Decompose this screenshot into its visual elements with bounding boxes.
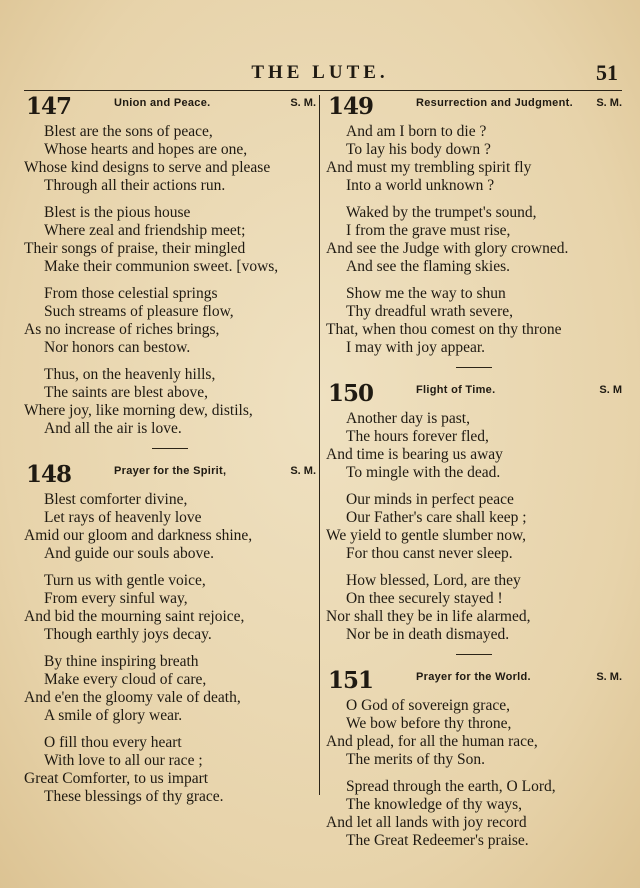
hymn-header xyxy=(326,667,622,697)
verse-line: Amid our gloom and darkness shine, xyxy=(24,527,253,544)
verse-line: O God of sovereign grace, xyxy=(346,697,510,714)
verse-line: That, when thou comest on thy throne xyxy=(326,321,562,338)
stanza xyxy=(24,572,316,644)
hymn-title: Flight of Time. xyxy=(416,384,496,396)
verse-line: To mingle with the dead. xyxy=(346,464,501,481)
verse-line: I may with joy appear. xyxy=(346,339,486,356)
stanza xyxy=(326,491,622,563)
verse-line: Turn us with gentle voice, xyxy=(44,572,206,589)
stanza xyxy=(326,204,622,276)
verse-line: And let all lands with joy record xyxy=(326,814,527,831)
verse-line: And time is bearing us away xyxy=(326,446,503,463)
verse-line: Our minds in perfect peace xyxy=(346,491,514,508)
hymn-separator xyxy=(456,654,492,655)
verse-line: Another day is past, xyxy=(346,410,470,427)
verse-line: Waked by the trumpet's sound, xyxy=(346,204,537,221)
stanza xyxy=(326,285,622,357)
verse-line: And am I born to die ? xyxy=(346,123,487,140)
verse-line: And must my trembling spirit fly xyxy=(326,159,532,176)
hymn-150 xyxy=(326,380,622,644)
stanza xyxy=(24,653,316,725)
verse-line: On thee securely stayed ! xyxy=(346,590,503,607)
verse-line: Our Father's care shall keep ; xyxy=(346,509,527,526)
stanza xyxy=(326,572,622,644)
hymn-149 xyxy=(326,93,622,357)
verse-line: And all the air is love. xyxy=(44,420,182,437)
verse-line: We yield to gentle slumber now, xyxy=(326,527,527,544)
hymn-separator xyxy=(456,367,492,368)
hymn-header xyxy=(24,461,316,491)
verse-line: And e'en the gloomy vale of death, xyxy=(24,689,241,706)
verse-line: How blessed, Lord, are they xyxy=(346,572,521,589)
verse-line: The merits of thy Son. xyxy=(346,751,486,768)
verse-line: And guide our souls above. xyxy=(44,545,215,562)
verse-line: Whose hearts and hopes are one, xyxy=(44,141,248,158)
stanza xyxy=(326,123,622,195)
verse-line: The hours forever fled, xyxy=(346,428,489,445)
hymn-title: Prayer for the Spirit, xyxy=(114,465,227,477)
verse-line: By thine inspiring breath xyxy=(44,653,199,670)
hymn-meter: S. M. xyxy=(596,97,622,109)
verse-line: Nor shall they be in life alarmed, xyxy=(326,608,531,625)
hymn-number: 148 xyxy=(26,461,72,488)
verse-line: Such streams of pleasure flow, xyxy=(44,303,234,320)
verse-line: Show me the way to shun xyxy=(346,285,506,302)
verse-line: Into a world unknown ? xyxy=(346,177,495,194)
running-title: THE LUTE. xyxy=(251,62,389,83)
left-column xyxy=(24,93,316,816)
hymn-meter: S. M. xyxy=(290,465,316,477)
verse-line: Through all their actions run. xyxy=(44,177,226,194)
verse-line: Blest comforter divine, xyxy=(44,491,188,508)
stanza xyxy=(326,697,622,769)
hymn-meter: S. M. xyxy=(596,671,622,683)
hymn-148 xyxy=(24,461,316,806)
verse-line: Make their communion sweet. [vows, xyxy=(44,258,279,275)
verse-line: From every sinful way, xyxy=(44,590,188,607)
verse-line: Whose kind designs to serve and please xyxy=(24,159,271,176)
verse-line: Though earthly joys decay. xyxy=(44,626,212,643)
hymn-title: Resurrection and Judgment. xyxy=(416,97,573,109)
verse-line: Nor be in death dismayed. xyxy=(346,626,510,643)
verse-line: Their songs of praise, their mingled xyxy=(24,240,246,257)
verse-line: And see the flaming skies. xyxy=(346,258,511,275)
verse-line: Nor honors can bestow. xyxy=(44,339,191,356)
verse-line: The saints are blest above, xyxy=(44,384,208,401)
column-divider xyxy=(319,95,320,795)
hymn-header xyxy=(326,93,622,123)
verse-line: I from the grave must rise, xyxy=(346,222,511,239)
stanza xyxy=(326,410,622,482)
verse-line: The knowledge of thy ways, xyxy=(346,796,523,813)
stanza xyxy=(24,123,316,195)
hymn-number: 151 xyxy=(328,667,374,694)
hymn-147 xyxy=(24,93,316,438)
hymn-title: Union and Peace. xyxy=(114,97,211,109)
verse-line: And plead, for all the human race, xyxy=(326,733,538,750)
right-column xyxy=(326,93,622,860)
hymn-header xyxy=(24,93,316,123)
verse-line: Thus, on the heavenly hills, xyxy=(44,366,216,383)
verse-line: These blessings of thy grace. xyxy=(44,788,224,805)
verse-line: Where zeal and friendship meet; xyxy=(44,222,246,239)
verse-line: To lay his body down ? xyxy=(346,141,491,158)
stanza xyxy=(24,285,316,357)
verse-line: Let rays of heavenly love xyxy=(44,509,202,526)
hymn-separator xyxy=(152,448,188,449)
verse-line: From those celestial springs xyxy=(44,285,218,302)
stanza xyxy=(24,734,316,806)
verse-line: As no increase of riches brings, xyxy=(24,321,220,338)
stanza xyxy=(24,366,316,438)
stanza xyxy=(24,491,316,563)
hymn-meter: S. M xyxy=(599,384,622,396)
verse-line: And see the Judge with glory crowned. xyxy=(326,240,569,257)
verse-line: Where joy, like morning dew, distils, xyxy=(24,402,253,419)
verse-line: The Great Redeemer's praise. xyxy=(346,832,529,849)
hymn-number: 147 xyxy=(26,93,72,120)
stanza xyxy=(326,778,622,850)
stanza xyxy=(24,204,316,276)
verse-line: Make every cloud of care, xyxy=(44,671,207,688)
verse-line: We bow before thy throne, xyxy=(346,715,512,732)
verse-line: A smile of glory wear. xyxy=(44,707,183,724)
page-number: 51 xyxy=(596,60,618,85)
verse-line: O fill thou every heart xyxy=(44,734,182,751)
hymn-header xyxy=(326,380,622,410)
hymn-number: 150 xyxy=(328,380,374,407)
verse-line: Great Comforter, to us impart xyxy=(24,770,209,787)
verse-line: Blest are the sons of peace, xyxy=(44,123,213,140)
verse-line: Blest is the pious house xyxy=(44,204,191,221)
verse-line: Thy dreadful wrath severe, xyxy=(346,303,513,320)
verse-line: And bid the mourning saint rejoice, xyxy=(24,608,245,625)
hymn-title: Prayer for the World. xyxy=(416,671,531,683)
verse-line: For thou canst never sleep. xyxy=(346,545,513,562)
hymn-number: 149 xyxy=(328,93,374,120)
header-rule xyxy=(24,90,622,91)
verse-line: Spread through the earth, O Lord, xyxy=(346,778,556,795)
hymn-151 xyxy=(326,667,622,850)
verse-line: With love to all our race ; xyxy=(44,752,203,769)
hymn-meter: S. M. xyxy=(290,97,316,109)
